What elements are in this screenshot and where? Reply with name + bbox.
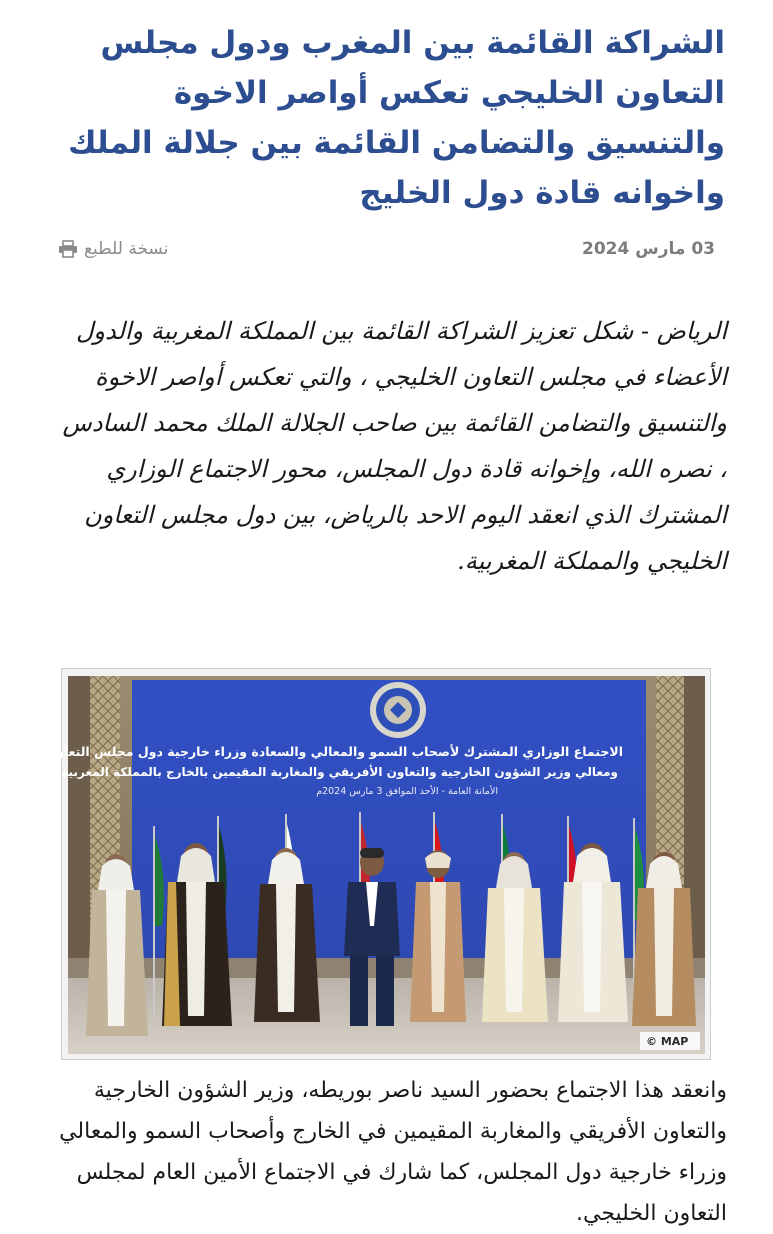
article-photo <box>45 676 705 1054</box>
print-button[interactable] <box>58 239 168 259</box>
photo-credit: © MAP <box>646 1035 689 1048</box>
article-meta <box>58 232 715 266</box>
printer-icon <box>58 240 78 258</box>
article-body: وانعقد هذا الاجتماع بحضور السيد ناصر بوريطه، وزير الشؤون الخارجية والتعاون الأفريقي والمغاربة المقيمين في الخارج وأصحاب السمو والمعالي وزراء خارجية دول المجلس، كما شارك في الاجتماع الأمين العام لمجلس التعاون الخليجي. <box>59 1078 727 1226</box>
banner-line-3: الأمانة العامة - الأحد الموافق 3 مارس 2024م <box>316 786 498 797</box>
banner-line-2: ومعالي وزير الشؤون الخارجية والتعاون الأفريقي والمغاربة المقيمين بالخارج بالمملكة المغربية <box>61 765 618 779</box>
banner-line-1: الاجتماع الوزاري المشترك لأصحاب السمو والمعالي والسعادة وزراء خارجية دول مجلس التعاون <box>45 744 623 759</box>
article-title: الشراكة القائمة بين المغرب ودول مجلس التعاون الخليجي تعكس أواصر الاخوة والتنسيق والتضامن القائمة بين جلالة الملك واخوانه قادة دول الخليج <box>68 25 725 211</box>
publish-date: 03 مارس 2024 <box>582 239 715 259</box>
article-lead: الرياض - شكل تعزيز الشراكة القائمة بين المملكة المغربية والدول الأعضاء في مجلس التعاون الخليجي ، والتي تعكس أواصر الاخوة والتنسيق والتضامن القائمة بين صاحب الجلالة الملك محمد السادس ، نصره الله، وإخوانه قادة دول المجلس، محور الاجتماع الوزاري المشترك الذي انعقد اليوم الاحد بالرياض، بين دول مجلس التعاون الخليجي والمملكة المغربية. <box>62 317 727 575</box>
article-figure <box>45 668 711 1060</box>
print-label: نسخة للطبع <box>84 239 169 259</box>
photo-scene <box>45 676 705 1054</box>
